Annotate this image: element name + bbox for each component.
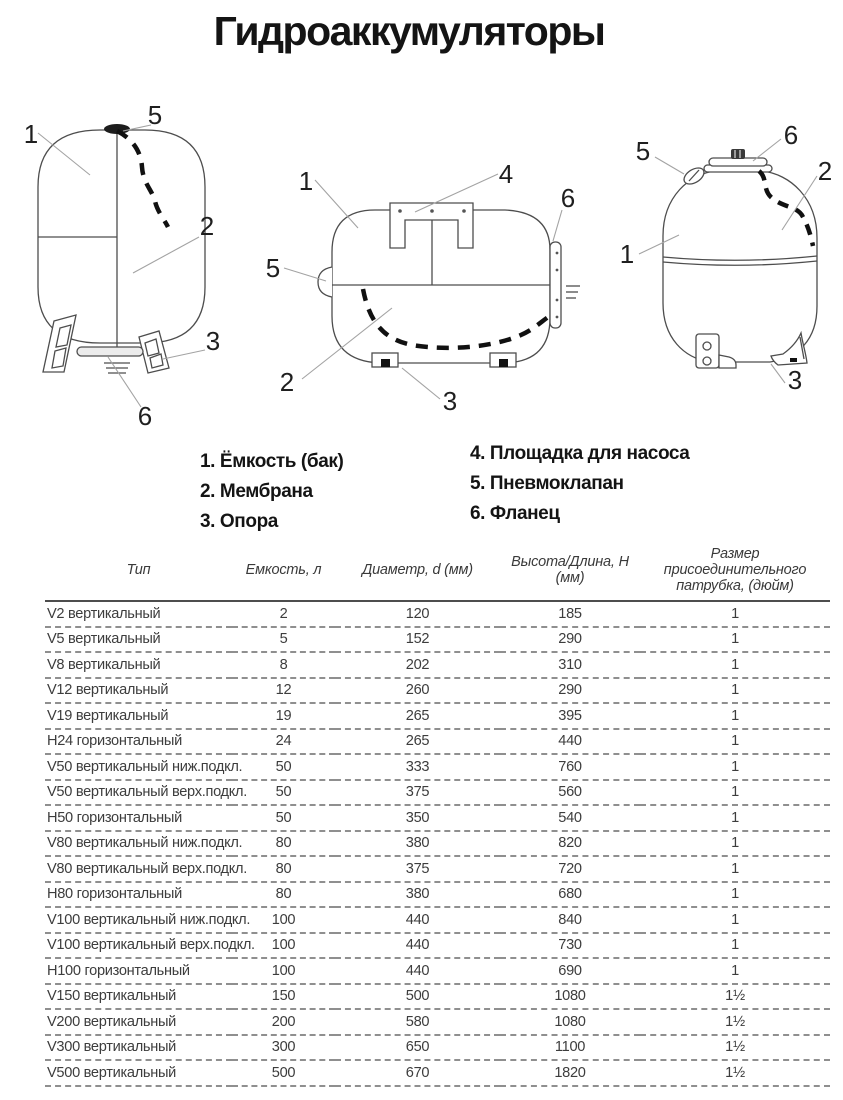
table-row: [45, 958, 830, 984]
table-cell: 1820: [500, 1060, 640, 1086]
table-cell: 265: [335, 703, 500, 729]
table-cell: 1: [640, 805, 830, 831]
table-cell: 24: [232, 729, 335, 755]
platform-screws: [398, 209, 558, 318]
table-cell: 1: [640, 856, 830, 882]
legend-item: 5. Пневмоклапан: [470, 473, 624, 494]
table-cell: V2 вертикальный: [45, 601, 232, 627]
table-cell: 300: [232, 1035, 335, 1061]
callout-6: 6: [560, 183, 576, 213]
tank-outline-group: [38, 130, 205, 373]
table-cell: H100 горизонтальный: [45, 958, 232, 984]
table-cell: 50: [232, 754, 335, 780]
table-cell: 375: [335, 856, 500, 882]
table-cell: 1½: [640, 1035, 830, 1061]
table-cell: 1: [640, 882, 830, 908]
table-cell: 820: [500, 831, 640, 857]
foot-pad: [499, 359, 508, 367]
membrane-dashed-line: [759, 171, 813, 246]
table-cell: 333: [335, 754, 500, 780]
table-cell: 650: [335, 1035, 500, 1061]
table-cell: H50 горизонтальный: [45, 805, 232, 831]
foot-pad: [381, 359, 390, 367]
table-cell: V8 вертикальный: [45, 652, 232, 678]
table-cell: V80 вертикальный верх.подкл.: [45, 856, 232, 882]
membrane-dashed-line: [363, 289, 553, 348]
table-cell: 1: [640, 754, 830, 780]
legend-item: 2. Мембрана: [200, 481, 313, 502]
table-cell: 150: [232, 984, 335, 1010]
table-cell: V100 вертикальный верх.подкл.: [45, 933, 232, 959]
callout-5: 5: [635, 136, 651, 166]
table-cell: 50: [232, 780, 335, 806]
table-cell: 202: [335, 652, 500, 678]
table-cell: 1: [640, 652, 830, 678]
table-cell: 1: [640, 933, 830, 959]
foot-pad: [790, 358, 797, 362]
table-cell: 375: [335, 780, 500, 806]
table-cell: V80 вертикальный ниж.подкл.: [45, 831, 232, 857]
table-row: [45, 780, 830, 806]
table-row: [45, 805, 830, 831]
table-cell: 440: [500, 729, 640, 755]
table-cell: 440: [335, 958, 500, 984]
table-cell: 100: [232, 907, 335, 933]
table-row: [45, 652, 830, 678]
table-cell: 80: [232, 856, 335, 882]
table-cell: 80: [232, 831, 335, 857]
table-cell: 680: [500, 882, 640, 908]
callout-5: 5: [147, 100, 163, 130]
callout-3: 3: [787, 365, 803, 395]
table-row: [45, 984, 830, 1010]
table-cell: 380: [335, 882, 500, 908]
table-cell: V300 вертикальный: [45, 1035, 232, 1061]
table-cell: 560: [500, 780, 640, 806]
table-row: [45, 933, 830, 959]
table-cell: 120: [335, 601, 500, 627]
table-cell: V50 вертикальный верх.подкл.: [45, 780, 232, 806]
table-cell: 1080: [500, 984, 640, 1010]
callout-6: 6: [783, 120, 799, 150]
table-body: [45, 601, 830, 1086]
table-cell: 1100: [500, 1035, 640, 1061]
callout-1: 1: [619, 239, 635, 269]
table-cell: 395: [500, 703, 640, 729]
table-cell: V150 вертикальный: [45, 984, 232, 1010]
callout-1: 1: [23, 119, 39, 149]
table-cell: H80 горизонтальный: [45, 882, 232, 908]
column-header: Высота/Длина, Н (мм): [500, 545, 640, 601]
callout-leader-lines: [639, 139, 817, 383]
table-row: [45, 907, 830, 933]
table-row: [45, 1035, 830, 1061]
callout-2: 2: [817, 156, 833, 186]
table-cell: 80: [232, 882, 335, 908]
legend-column-right: [470, 439, 689, 529]
table-row: [45, 703, 830, 729]
legend-item: 1. Ёмкость (бак): [200, 451, 344, 472]
table-cell: 500: [335, 984, 500, 1010]
column-header: Емкость, л: [232, 545, 335, 601]
table-cell: 8: [232, 652, 335, 678]
table-cell: V5 вертикальный: [45, 627, 232, 653]
page-title: Гидроаккумуляторы: [213, 8, 605, 54]
table-cell: 500: [232, 1060, 335, 1086]
table-row: [45, 729, 830, 755]
table-cell: 19: [232, 703, 335, 729]
table-row: [45, 1060, 830, 1086]
membrane-dashed-line: [117, 131, 168, 227]
callout-5: 5: [265, 253, 281, 283]
table-cell: 840: [500, 907, 640, 933]
table-cell: 1: [640, 729, 830, 755]
table-cell: 350: [335, 805, 500, 831]
table-row: [45, 754, 830, 780]
table-cell: V19 вертикальный: [45, 703, 232, 729]
table-row: [45, 1009, 830, 1035]
callout-3: 3: [442, 386, 458, 416]
column-header: Тип: [45, 545, 232, 601]
callout-2: 2: [279, 367, 295, 397]
table-cell: 50: [232, 805, 335, 831]
table-cell: 185: [500, 601, 640, 627]
table-cell: 1: [640, 907, 830, 933]
table-row: [45, 856, 830, 882]
table-cell: 1: [640, 831, 830, 857]
callout-6: 6: [137, 401, 153, 431]
diagram-horizontal-tank: [262, 148, 597, 428]
table-cell: 200: [232, 1009, 335, 1035]
callout-3: 3: [205, 326, 221, 356]
table-header-row: [45, 545, 830, 601]
table-cell: 1½: [640, 1009, 830, 1035]
table-cell: 310: [500, 652, 640, 678]
table-cell: 100: [232, 958, 335, 984]
callout-2: 2: [199, 211, 215, 241]
table-cell: 1: [640, 780, 830, 806]
table-cell: 1½: [640, 984, 830, 1010]
table-cell: V50 вертикальный ниж.подкл.: [45, 754, 232, 780]
table-cell: 690: [500, 958, 640, 984]
diagram-vertical-tank: [5, 95, 240, 440]
table-row: [45, 678, 830, 704]
legend-column-left: [200, 447, 343, 537]
table-cell: V12 вертикальный: [45, 678, 232, 704]
table-row: [45, 882, 830, 908]
table-cell: 1: [640, 703, 830, 729]
table-cell: 730: [500, 933, 640, 959]
callout-4: 4: [498, 159, 514, 189]
legend-item: 3. Опора: [200, 511, 278, 532]
table-cell: 580: [335, 1009, 500, 1035]
column-header: Диаметр, d (мм): [335, 545, 500, 601]
table-cell: 380: [335, 831, 500, 857]
table-row: [45, 627, 830, 653]
table-cell: 1: [640, 601, 830, 627]
table-cell: V500 вертикальный: [45, 1060, 232, 1086]
table-cell: H24 горизонтальный: [45, 729, 232, 755]
table-cell: 290: [500, 678, 640, 704]
table-cell: 5: [232, 627, 335, 653]
table-cell: 720: [500, 856, 640, 882]
table-cell: 1½: [640, 1060, 830, 1086]
table-cell: V200 вертикальный: [45, 1009, 232, 1035]
column-header: Размер присоединительного патрубка, (дюйм): [640, 545, 830, 601]
table-row: [45, 831, 830, 857]
spec-table: [45, 545, 830, 1087]
table-cell: 440: [335, 933, 500, 959]
table-cell: 260: [335, 678, 500, 704]
diagram-vertical-flange-tank: [612, 108, 843, 403]
table-cell: 760: [500, 754, 640, 780]
table-cell: 152: [335, 627, 500, 653]
table-cell: 290: [500, 627, 640, 653]
legend-item: 4. Площадка для насоса: [470, 443, 690, 464]
table-cell: 2: [232, 601, 335, 627]
table-cell: 12: [232, 678, 335, 704]
table-cell: 265: [335, 729, 500, 755]
tank-outline-group: [663, 158, 817, 368]
table-cell: 1: [640, 678, 830, 704]
table-cell: 440: [335, 907, 500, 933]
flange-knob: [731, 149, 745, 159]
table-cell: V100 вертикальный ниж.подкл.: [45, 907, 232, 933]
table-cell: 1080: [500, 1009, 640, 1035]
table-cell: 100: [232, 933, 335, 959]
table-cell: 1: [640, 958, 830, 984]
legend-item: 6. Фланец: [470, 503, 560, 524]
table-row: [45, 601, 830, 627]
table-cell: 540: [500, 805, 640, 831]
callout-1: 1: [298, 166, 314, 196]
table-cell: 1: [640, 627, 830, 653]
table-cell: 670: [335, 1060, 500, 1086]
